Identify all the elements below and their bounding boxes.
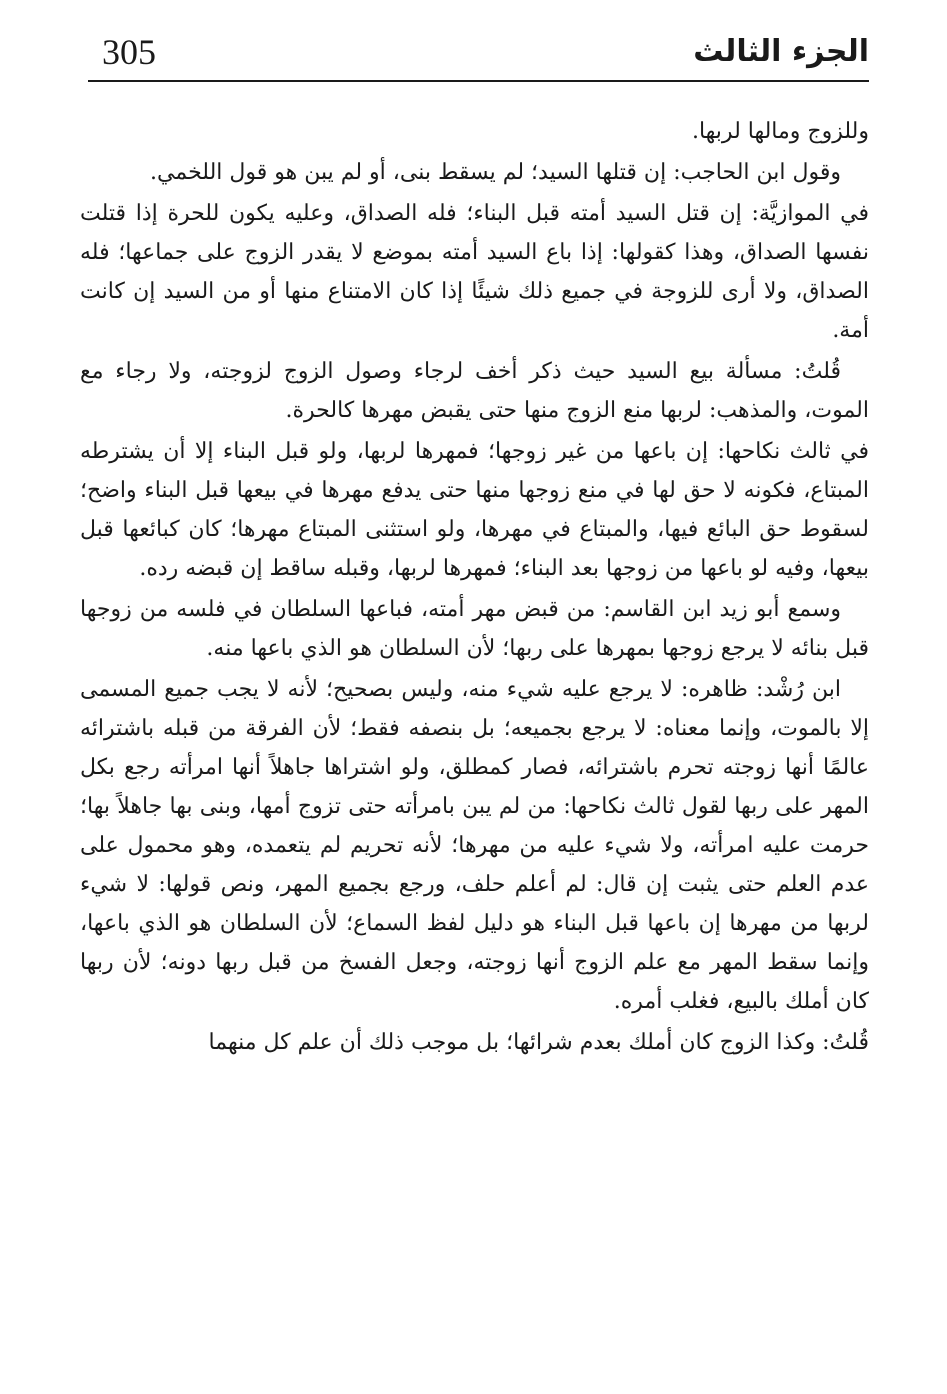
header-rule: [88, 80, 869, 82]
paragraph: قُلتُ: وكذا الزوج كان أملك بعدم شرائها؛ بل موجب ذلك أن علم كل منهما: [208, 1030, 869, 1055]
paragraph: وسمع أبو زيد ابن القاسم: من قبض مهر أمته، فباعها السلطان في فلسه من زوجها قبل بنائه لا يرجع زوجها بمهرها على ربها؛ لأن السلطان هو الذي باعها منه.: [80, 597, 869, 661]
page-number: 305: [102, 32, 156, 72]
body-text: [80, 112, 869, 1064]
paragraph: وقول ابن الحاجب: إن قتلها السيد؛ لم يسقط بنى، أو لم يبن هو قول اللخمي.: [150, 160, 841, 185]
paragraph: في ثالث نكاحها: إن باعها من غير زوجها؛ فمهرها لربها، ولو قبل البناء إلا أن يشترطه المبتاع، فكونه لا حق لها في منع زوجها منها حتى يدفع مهرها في بيعها قبل البناء واضح؛ لسقوط حق البائع فيها، والمبتاع في مهرها، ولو استثنى المبتاع مهرها؛ كان كبائعها قبل بيعها، وفيه لو باعها من زوجها بعد البناء؛ فمهرها لربها، وقبله ساقط إن قبضه رده.: [80, 439, 869, 581]
paragraph: ابن رُشْد: ظاهره: لا يرجع عليه شيء منه، وليس بصحيح؛ لأنه لا يجب جميع المسمى إلا بالموت، وإنما معناه: لا يرجع بجميعه؛ بل بنصفه فقط؛ لأن الفرقة من قبله باشترائه عالمًا أنها زوجته تحرم باشترائه، فصار كمطلق، ولو اشتراها جاهلاً أنها امرأته رجع بكل المهر على ربها لقول ثالث نكاحها: من لم يبن بامرأته حتى تزوج أمها، وبنى بها جاهلاً بها؛ حرمت عليه امرأته، ولا شيء عليه من مهرها؛ لأنه تحريم لم يتعمده، وهو محمول على عدم العلم حتى يثبت إن قال: لم أعلم حلف، ورجع بجميع المهر، ونص قولها: لا شيء لربها من مهرها إن باعها قبل البناء هو دليل لفظ السماع؛ لأن السلطان هو الذي باعها، وإنما سقط المهر مع علم الزوج أنها زوجته، وجعل الفسخ من قبل ربها دونه؛ لأن ربها كان أملك بالبيع، فغلب أمره.: [80, 677, 869, 1014]
paragraph: قُلتُ: مسألة بيع السيد حيث ذكر أخف لرجاء وصول الزوج لزوجته، ولا رجاء مع الموت، والمذهب: لربها منع الزوج منها حتى يقبض مهرها كالحرة.: [80, 359, 869, 423]
paragraph: في الموازيَّة: إن قتل السيد أمته قبل البناء؛ فله الصداق، وعليه يكون للحرة إذا قتلت نفسها الصداق، وهذا كقولها: إذا باع السيد أمته بموضع لا يقدر الزوج على جماعها؛ فله الصداق، ولا أرى للزوجة في جميع ذلك شيئًا إذا كان الامتناع منها أو من السيد إن كانت أمة.: [80, 201, 869, 343]
page-header: [88, 34, 869, 84]
paragraph: وللزوج ومالها لربها.: [691, 119, 869, 144]
running-title: الجزء الثالث: [693, 34, 869, 69]
